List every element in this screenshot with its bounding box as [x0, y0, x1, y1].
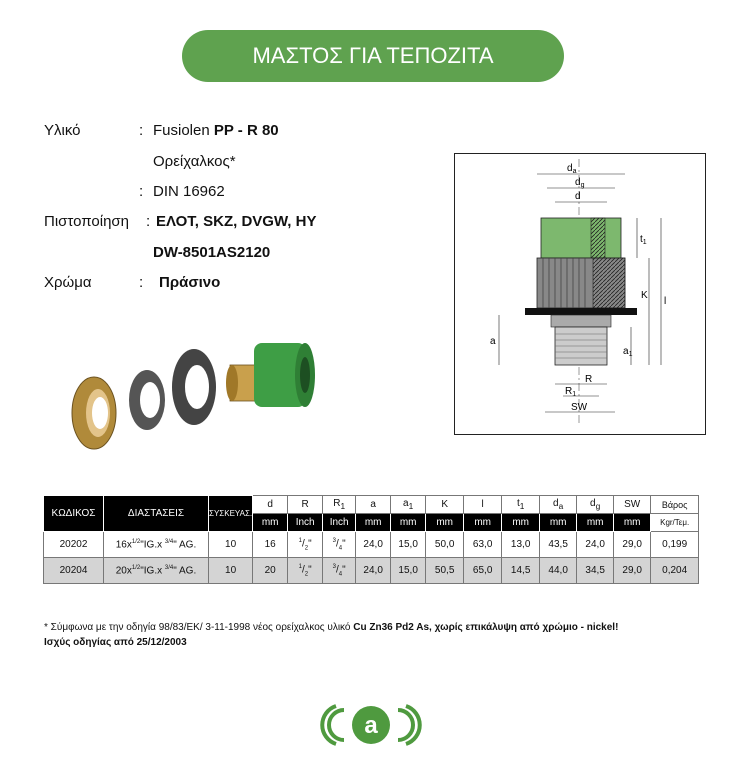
- dim-label-a: a: [490, 336, 496, 347]
- spec-color-value: Πράσινο: [159, 274, 221, 291]
- col-l: l: [464, 496, 502, 514]
- col-da: $d_a$: [540, 496, 577, 514]
- spec-material-2: [44, 153, 236, 170]
- col-pack: ΣΥΣΚΕΥΑΣ.: [209, 496, 253, 532]
- dim-label-K: K: [641, 290, 648, 301]
- dim-label-dg: $d_g$: [575, 177, 585, 189]
- col-R1: $R_1$: [323, 496, 356, 514]
- dim-label-t1: $t_1$: [640, 234, 647, 246]
- spec-cert-value-1: ΕΛΟΤ, SKZ, DVGW, HY: [156, 213, 317, 230]
- col-dimensions: ΔΙΑΣΤΑΣΕΙΣ: [104, 496, 209, 532]
- spec-color-label: Χρώμα: [44, 274, 92, 291]
- spec-standard: : DIN 16962: [139, 183, 225, 200]
- dim-label-d: d: [575, 191, 581, 202]
- dim-label-R1: $R_1$: [565, 386, 577, 398]
- table-row: 20202 $16x^{1/2}"IG.x$ $^{3/4}$" AG. 10 16 $^1/_2$" $^3/_4$" 24,0 15,0 50,0 63,0 13,0 43,5 24,0 29,0 0,199: [44, 532, 699, 558]
- col-K: K: [426, 496, 464, 514]
- spec-material-label: Υλικό: [44, 122, 81, 139]
- dim-label-a1: $a_1$: [623, 346, 633, 358]
- table-row: 20204 $20x^{1/2}"IG.x$ $^{3/4}$" AG. 10 20 $^1/_2$" $^3/_4$" 24,0 15,0 50,5 65,0 14,5 44,0 34,5 29,0 0,204: [44, 558, 699, 584]
- col-R: R: [288, 496, 323, 514]
- spec-certification: Πιστοποίηση : ΕΛΟΤ, SKZ, DVGW, HY: [44, 213, 317, 230]
- dim-label-l: l: [664, 296, 667, 307]
- brand-logo: [306, 700, 436, 750]
- col-dg: $d_g$: [577, 496, 614, 514]
- col-SW: SW: [614, 496, 651, 514]
- dim-label-R: R: [585, 374, 593, 385]
- page-title-banner: [182, 30, 564, 82]
- dimensions-table: ΚΩΔΙΚΟΣ ΔΙΑΣΤΑΣΕΙΣ ΣΥΣΚΕΥΑΣ. d R $R_1$ a $a_1$ K l $t_1$ $d_a$ $d_g$ SW Βάρος mm Inch Inch mm mm mm mm mm mm mm mm Kgr/Τεμ. 20202 $16x^{1/2}"IG.x$ $^{3/4}$" AG. 10 16 $^1/_2$" $^3/_4$" 24,0 15,0 50,0 63,0 13,0 43,5 24,0 29,0 0,199 20204 $20x^{1/2}"IG.x$ $^{3/4}$" AG. 10 20 $^1/_2$" $^3/_4$" 24,0 15,0 50,5 65,0 14,5 44,0 34,5 29,0 0,204: [43, 495, 699, 584]
- spec-material-value: Fusiolen PP - R 80: [153, 122, 279, 139]
- technical-drawing-svg: [455, 154, 704, 433]
- spec-material-value-2: Ορείχαλκος*: [153, 153, 236, 170]
- spec-certification-2: [44, 244, 270, 261]
- col-code: ΚΩΔΙΚΟΣ: [44, 496, 104, 532]
- spec-color: Χρώμα : Πράσινο: [44, 274, 221, 291]
- product-photo: [62, 325, 322, 455]
- dim-label-SW: SW: [571, 402, 588, 413]
- spec-material: Υλικό : Fusiolen PP - R 80: [44, 122, 279, 139]
- logo-letter: a: [364, 712, 378, 739]
- footnote: * Σύμφωνα με την οδηγία 98/83/ΕΚ/ 3-11-1998 νέος ορείχαλκος υλικό Cu Zn36 Pd2 As, χωρίς επικάλυψη από χρώμιο - nickel! Ισχύς οδηγίας από 25/12/2003: [44, 622, 619, 648]
- col-a: a: [356, 496, 391, 514]
- spec-cert-value-2: DW-8501AS2120: [153, 244, 271, 261]
- col-a1: $a_1$: [391, 496, 426, 514]
- col-t1: $t_1$: [502, 496, 540, 514]
- spec-standard-value: DIN 16962: [153, 183, 225, 200]
- col-d: d: [253, 496, 288, 514]
- technical-drawing: [454, 153, 706, 435]
- page-title: ΜΑΣΤΟΣ ΓΙΑ ΤΕΠΟΖΙΤΑ: [252, 43, 494, 68]
- col-weight: Βάρος: [651, 496, 699, 514]
- dim-label-da: $d_a$: [567, 163, 577, 175]
- spec-cert-label: Πιστοποίηση: [44, 213, 130, 230]
